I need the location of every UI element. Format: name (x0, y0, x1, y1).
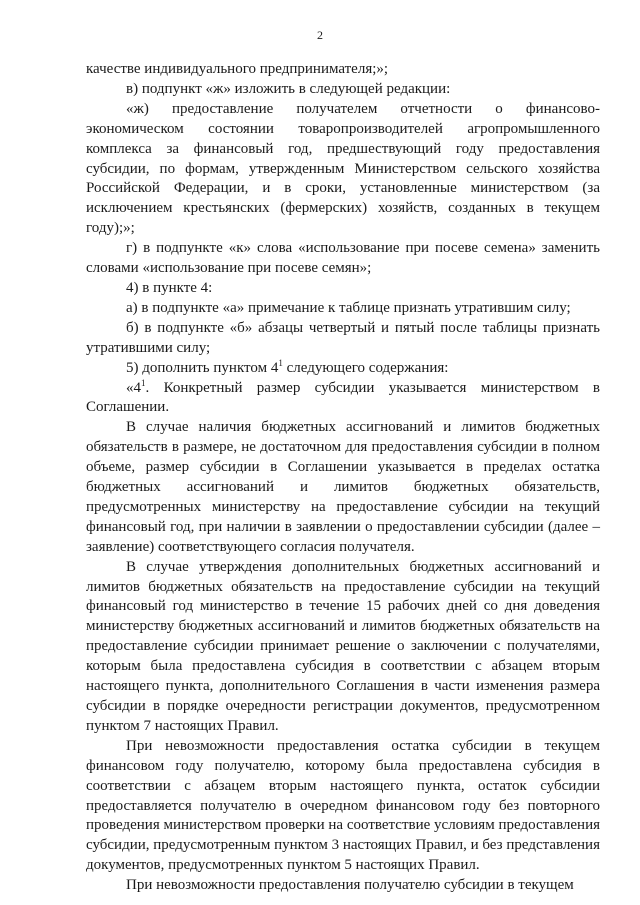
paragraph-text: 4) в пункте 4: (126, 279, 213, 296)
paragraph-text: . Конкретный размер субсидии указывается министерством в Соглашении. (86, 379, 600, 416)
paragraph-text: В случае наличия бюджетных ассигнований и лимитов бюджетных обязательств в размере, не достаточном для предоставления субсидии в полном объеме, размер субсидии в Соглашении указывается в пределах остатка бюджетных ассигнований и лимитов бюджетных обязательств, предусмотренных министерству на предоставление субсидии на текущий финансовый год, при наличии в заявлении о предоставлении субсидии (далее – заявление) соответствующего согласия получателя. (86, 419, 600, 555)
paragraph-text: в) подпункт «ж» изложить в следующей редакции: (126, 80, 451, 97)
document-body (86, 60, 600, 896)
page-number: 2 (317, 28, 323, 42)
paragraph (86, 876, 600, 896)
paragraph-text: В случае утверждения дополнительных бюджетных ассигнований и лимитов бюджетных обязательств на предоставление субсидии на текущий финансовый год министерство в течение 15 рабочих дней со дня доведения министерству бюджетных ассигнований и лимитов бюджетных обязательств на предоставление субсидии принимает решение о заключении с получателями, которым была предоставлена субсидия в соответствии с абзацем вторым настоящего пункта, дополнительного Соглашения в части изменения размера субсидии в порядке очередности регистрации документов, предусмотренном пунктом 7 настоящих Правил. (86, 558, 600, 734)
paragraph-text: При невозможности предоставления остатка субсидии в текущем финансовом году получателю, которому была предоставлена субсидия в соответствии с абзацем вторым настоящего пункта, остаток субсидии предоставляется получателю в очередном финансовом году без повторного проведения министерством проверки на соответствие условиям предоставления субсидии, предусмотренным пунктом 3 настоящих Правил, и без представления документов, предусмотренных пунктом 5 настоящих Правил. (86, 737, 600, 874)
paragraph-text: «ж) предоставление получателем отчетности о финансово-экономическом состоянии товаропроизводителей агропромышленного комплекса за финансовый год, предшествующий году предоставления субсидии, по формам, утвержденным Министерством сельского хозяйства Российской Федерации, и в сроки, установленные министерством (за исключением крестьянских (фермерских) хозяйств, созданных в текущем году);»; (86, 100, 600, 237)
paragraph (86, 80, 600, 100)
paragraph (86, 737, 600, 876)
paragraph (86, 239, 600, 279)
paragraph (86, 418, 600, 557)
paragraph (86, 100, 600, 239)
paragraph (86, 558, 600, 737)
paragraph-text: следующего содержания: (282, 359, 449, 376)
paragraph (86, 299, 600, 319)
paragraph-text: качестве индивидуального предпринимателя;»; (86, 61, 389, 77)
paragraph (86, 60, 600, 80)
paragraph-text: б) в подпункте «б» абзацы четвертый и пятый после таблицы признать утратившими силу; (86, 319, 600, 356)
superscript: 1 (278, 357, 283, 368)
paragraph-text: 5) дополнить пунктом 4 (126, 359, 279, 376)
paragraph-text: При невозможности предоставления получателю субсидии в текущем (126, 877, 574, 894)
paragraph (86, 359, 600, 379)
paragraph-text: «4 (126, 379, 141, 396)
paragraph (86, 279, 600, 299)
paragraph (86, 379, 600, 419)
paragraph-text: г) в подпункте «к» слова «использование при посеве семена» заменить словами «использование при посеве семян»; (86, 240, 600, 277)
paragraph-text: а) в подпункте «а» примечание к таблице признать утратившим силу; (126, 299, 571, 316)
superscript: 1 (141, 377, 146, 388)
paragraph (86, 319, 600, 359)
